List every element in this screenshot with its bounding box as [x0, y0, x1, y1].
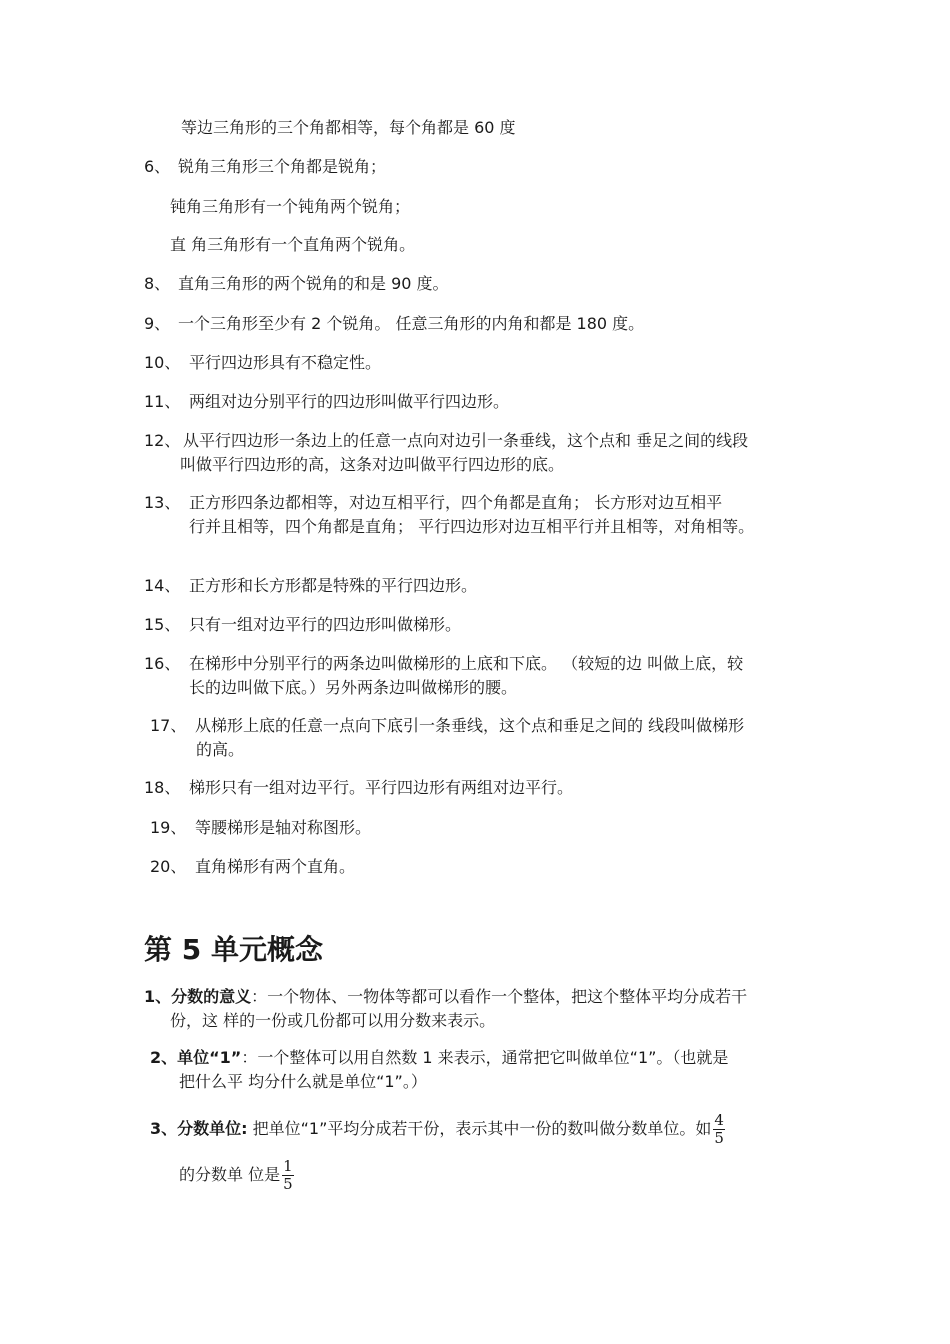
- concept-text: 把单位“1”平均分成若干份，表示其中一份的数叫做分数单位。如: [247, 1119, 712, 1138]
- line-13b: 行并且相等，四个角都是直角； 平行四边形对边互相平行并且相等，对角相等。: [189, 517, 755, 536]
- item-number: 18、: [144, 778, 181, 797]
- concept-number: 2、: [150, 1048, 178, 1067]
- concept-text: ：一个物体、一物体等都可以看作一个整体，把这个整体平均分成若干: [251, 987, 748, 1006]
- concept-text: 的分数单 位是: [179, 1165, 281, 1184]
- line-6: 锐角三角形三个角都是锐角；: [178, 157, 387, 176]
- line-19: 等腰梯形是轴对称图形。: [195, 818, 372, 837]
- item-number: 6、: [144, 157, 171, 176]
- concept-3: [150, 1109, 725, 1149]
- line-6c: 直 角三角形有一个直角两个锐角。: [170, 235, 416, 254]
- concept-2-continued: 把什么平 均分什么就是单位“1”。）: [179, 1072, 427, 1091]
- line-equilateral: 等边三角形的三个角都相等，每个角都是 60 度: [181, 118, 516, 137]
- line-12a: 从平行四边形一条边上的任意一点向对边引一条垂线，这个点和 垂足之间的线段: [183, 431, 749, 450]
- item-number: 20、: [150, 857, 187, 876]
- item-number: 8、: [144, 274, 171, 293]
- item-number: 10、: [144, 353, 181, 372]
- line-9: 一个三角形至少有 2 个锐角。 任意三角形的内角和都是 180 度。: [178, 314, 645, 333]
- line-10: 平行四边形具有不稳定性。: [189, 353, 382, 372]
- line-11: 两组对边分别平行的四边形叫做平行四边形。: [189, 392, 510, 411]
- concept-term: 单位“1”: [177, 1048, 242, 1067]
- line-17a: 从梯形上底的任意一点向下底引一条垂线，这个点和垂足之间的 线段叫做梯形: [195, 716, 745, 735]
- concept-number: 3、: [150, 1119, 178, 1138]
- concept-2: [150, 1046, 728, 1070]
- line-17b: 的高。: [196, 740, 245, 759]
- line-12b: 叫做平行四边形的高，这条对边叫做平行四边形的底。: [180, 455, 565, 474]
- concept-3-continued: [179, 1155, 294, 1195]
- line-6b: 钝角三角形有一个钝角两个锐角；: [170, 197, 411, 216]
- concept-term: 分数的意义: [171, 987, 252, 1006]
- line-18: 梯形只有一组对边平行。平行四边形有两组对边平行。: [189, 778, 574, 797]
- line-13a: 正方形四条边都相等，对边互相平行，四个角都是直角； 长方形对边互相平: [189, 493, 723, 512]
- line-20: 直角梯形有两个直角。: [195, 857, 356, 876]
- section-heading: 第 5 单元概念: [144, 933, 323, 966]
- fraction-one-fifth: $\frac{1}{5}$: [283, 1157, 293, 1193]
- concept-1: [144, 985, 747, 1009]
- line-15: 只有一组对边平行的四边形叫做梯形。: [189, 615, 462, 634]
- concept-text: ：一个整体可以用自然数 1 来表示，通常把它叫做单位“1”。（也就是: [241, 1048, 729, 1067]
- item-number: 12、: [144, 431, 181, 450]
- item-number: 15、: [144, 615, 181, 634]
- item-number: 14、: [144, 576, 181, 595]
- item-number: 11、: [144, 392, 181, 411]
- line-8: 直角三角形的两个锐角的和是 90 度。: [178, 274, 449, 293]
- fraction-four-fifths: $\frac{4}{5}$: [714, 1111, 724, 1147]
- item-number: 16、: [144, 654, 181, 673]
- concept-1-continued: 份，这 样的一份或几份都可以用分数来表示。: [170, 1011, 496, 1030]
- item-number: 9、: [144, 314, 171, 333]
- line-16a: 在梯形中分别平行的两条边叫做梯形的上底和下底。 （较短的边 叫做上底，较: [189, 654, 744, 673]
- item-number: 13、: [144, 493, 181, 512]
- line-16b: 长的边叫做下底。）另外两条边叫做梯形的腰。: [189, 678, 518, 697]
- item-number: 17、: [150, 716, 187, 735]
- concept-term: 分数单位:: [177, 1119, 248, 1138]
- line-14: 正方形和长方形都是特殊的平行四边形。: [189, 576, 478, 595]
- concept-number: 1、: [144, 987, 172, 1006]
- item-number: 19、: [150, 818, 187, 837]
